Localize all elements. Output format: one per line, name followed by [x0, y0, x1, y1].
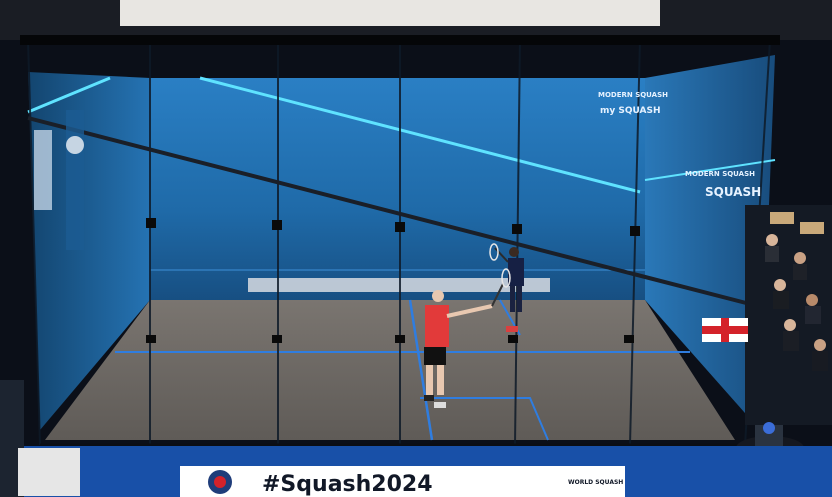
- left-wall-logo-circle: [66, 136, 84, 154]
- left-wall-logo-panel: [34, 130, 52, 210]
- left-chair: [18, 448, 80, 496]
- banner-hashtag: #Squash2024: [262, 472, 433, 497]
- ceiling-panel: [120, 0, 660, 26]
- front-wall: [150, 78, 645, 300]
- banner-brand: WORLD SQUASH: [568, 479, 624, 486]
- spectators-right: [745, 205, 832, 425]
- england-flag: [702, 318, 748, 342]
- side-logo-line2: SQUASH: [705, 185, 762, 199]
- left-wall-logo-panel-2: [66, 110, 84, 250]
- side-logo-line1: MODERN SQUASH: [685, 170, 755, 178]
- wall-logo-line1: MODERN SQUASH: [598, 91, 668, 99]
- wall-logo-line2: my SQUASH: [600, 106, 661, 116]
